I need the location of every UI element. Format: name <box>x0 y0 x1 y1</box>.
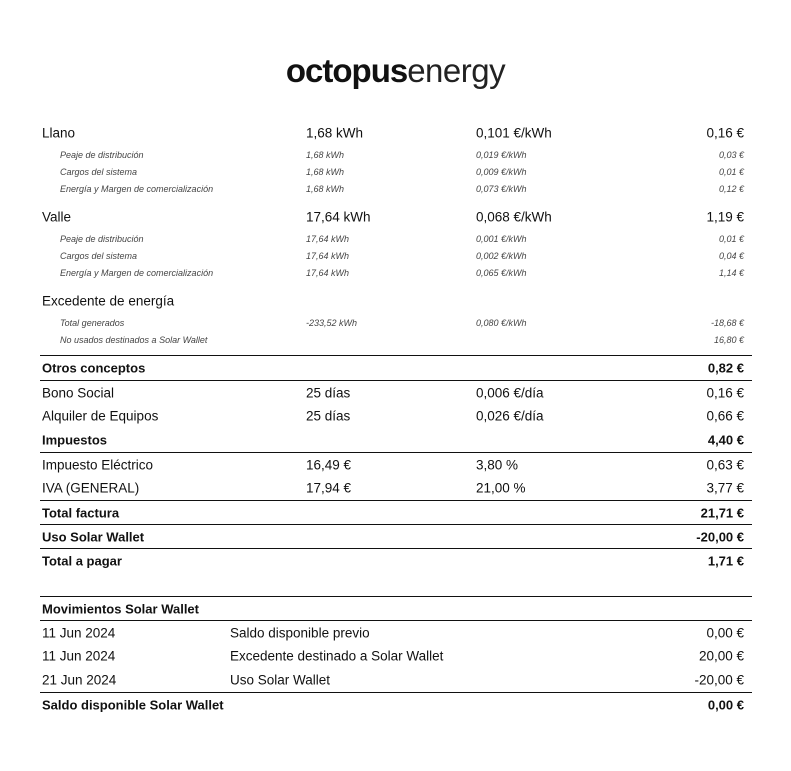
tax-base: 16,49 € <box>306 457 352 473</box>
detail-label: Peaje de distribución <box>60 149 144 160</box>
total-label: Total factura <box>42 505 120 521</box>
movement-date: 11 Jun 2024 <box>42 625 116 641</box>
unit-price: 0,026 €/día <box>476 408 544 424</box>
detail-row <box>40 247 752 264</box>
detail-label: No usados destinados a Solar Wallet <box>60 334 208 345</box>
uso-solar-wallet-row <box>40 524 752 549</box>
quantity: 1,68 kWh <box>306 125 364 141</box>
section-title: Impuestos <box>42 432 108 448</box>
wallet-section-header <box>40 596 752 621</box>
quantity: 25 días <box>306 408 351 424</box>
balance-amount: 0,00 € <box>707 697 744 713</box>
detail-row <box>40 331 752 348</box>
amount: 0,63 € <box>706 457 744 473</box>
total-amount: -20,00 € <box>696 529 744 545</box>
detail-price: 0,080 €/kWh <box>476 317 527 328</box>
detail-amount: -18,68 € <box>710 317 744 328</box>
amount: 1,19 € <box>706 209 744 225</box>
wallet-balance-row <box>40 692 752 717</box>
line-item-row <box>40 404 752 428</box>
amount: 3,77 € <box>706 480 744 496</box>
line-item-row <box>40 380 752 405</box>
logo-light-text: energy <box>407 52 506 89</box>
balance-label: Saldo disponible Solar Wallet <box>42 697 224 713</box>
total-amount: 1,71 € <box>707 553 744 569</box>
total-label: Uso Solar Wallet <box>42 529 145 545</box>
detail-label: Peaje de distribución <box>60 233 144 244</box>
detail-quantity: 1,68 kWh <box>306 183 345 194</box>
concept-label: Llano <box>42 125 76 141</box>
detail-label: Energía y Margen de comercialización <box>60 183 214 194</box>
total-label: Total a pagar <box>42 553 122 569</box>
quantity: 25 días <box>306 385 351 401</box>
detail-quantity: 17,64 kWh <box>306 250 350 261</box>
unit-price: 0,068 €/kWh <box>476 209 552 225</box>
section-header-otros-conceptos <box>40 355 752 380</box>
tax-base: 17,94 € <box>306 480 352 496</box>
total-factura-row <box>40 500 752 525</box>
detail-row <box>40 230 752 247</box>
detail-quantity: 17,64 kWh <box>306 267 350 278</box>
detail-quantity: 1,68 kWh <box>306 149 345 160</box>
detail-amount: 0,04 € <box>718 250 744 261</box>
tax-rate: 21,00 % <box>476 480 526 496</box>
detail-row <box>40 180 752 197</box>
detail-amount: 1,14 € <box>718 267 744 278</box>
movement-amount: 0,00 € <box>706 625 744 641</box>
concept-label: Bono Social <box>42 385 115 401</box>
movement-concept: Saldo disponible previo <box>230 625 370 641</box>
section-amount: 4,40 € <box>707 432 744 448</box>
concept-label: Excedente de energía <box>42 293 175 309</box>
detail-amount: 0,01 € <box>718 166 744 177</box>
detail-price: 0,065 €/kWh <box>476 267 527 278</box>
detail-label: Cargos del sistema <box>60 166 138 177</box>
total-a-pagar-row <box>40 548 752 573</box>
detail-row <box>40 314 752 331</box>
amount: 0,16 € <box>706 385 744 401</box>
wallet-movement-row <box>40 620 752 645</box>
unit-price: 0,006 €/día <box>476 385 544 401</box>
movement-concept: Excedente destinado a Solar Wallet <box>230 648 444 664</box>
detail-label: Energía y Margen de comercialización <box>60 267 214 278</box>
total-amount: 21,71 € <box>700 505 744 521</box>
amount: 0,66 € <box>706 408 744 424</box>
movement-concept: Uso Solar Wallet <box>230 672 331 688</box>
octopus-energy-logo <box>0 52 791 90</box>
section-amount: 0,82 € <box>707 360 744 376</box>
consumption-row-llano <box>40 121 752 145</box>
detail-row <box>40 146 752 163</box>
detail-amount: 16,80 € <box>713 334 744 345</box>
amount: 0,16 € <box>706 125 744 141</box>
detail-row <box>40 264 752 281</box>
detail-quantity: -233,52 kWh <box>306 317 358 328</box>
wallet-movement-row <box>40 644 752 668</box>
detail-amount: 0,12 € <box>718 183 744 194</box>
detail-label: Cargos del sistema <box>60 250 138 261</box>
detail-label: Total generados <box>60 317 125 328</box>
concept-label: Alquiler de Equipos <box>42 408 159 424</box>
movement-amount: -20,00 € <box>694 672 744 688</box>
consumption-row-valle <box>40 205 752 229</box>
section-title: Otros conceptos <box>42 360 146 376</box>
movement-date: 11 Jun 2024 <box>42 648 116 664</box>
section-header-impuestos <box>40 428 752 452</box>
quantity: 17,64 kWh <box>306 209 371 225</box>
tax-rate: 3,80 % <box>476 457 519 473</box>
detail-price: 0,001 €/kWh <box>476 233 527 244</box>
movement-date: 21 Jun 2024 <box>42 672 117 688</box>
concept-label: Valle <box>42 209 72 225</box>
logo-bold-text: octopus <box>285 52 408 89</box>
line-item-row <box>40 452 752 477</box>
concept-label: IVA (GENERAL) <box>42 480 140 496</box>
unit-price: 0,101 €/kWh <box>476 125 552 141</box>
detail-quantity: 17,64 kWh <box>306 233 350 244</box>
movement-amount: 20,00 € <box>698 648 744 664</box>
detail-price: 0,073 €/kWh <box>476 183 527 194</box>
detail-row <box>40 163 752 180</box>
detail-amount: 0,03 € <box>718 149 744 160</box>
detail-price: 0,019 €/kWh <box>476 149 527 160</box>
section-title: Movimientos Solar Wallet <box>42 601 199 617</box>
detail-amount: 0,01 € <box>718 233 744 244</box>
concept-label: Impuesto Eléctrico <box>42 457 154 473</box>
consumption-row-excedente <box>40 289 752 313</box>
line-item-row <box>40 476 752 500</box>
detail-price: 0,002 €/kWh <box>476 250 527 261</box>
detail-price: 0,009 €/kWh <box>476 166 527 177</box>
wallet-movement-row <box>40 668 752 692</box>
detail-quantity: 1,68 kWh <box>306 166 345 177</box>
